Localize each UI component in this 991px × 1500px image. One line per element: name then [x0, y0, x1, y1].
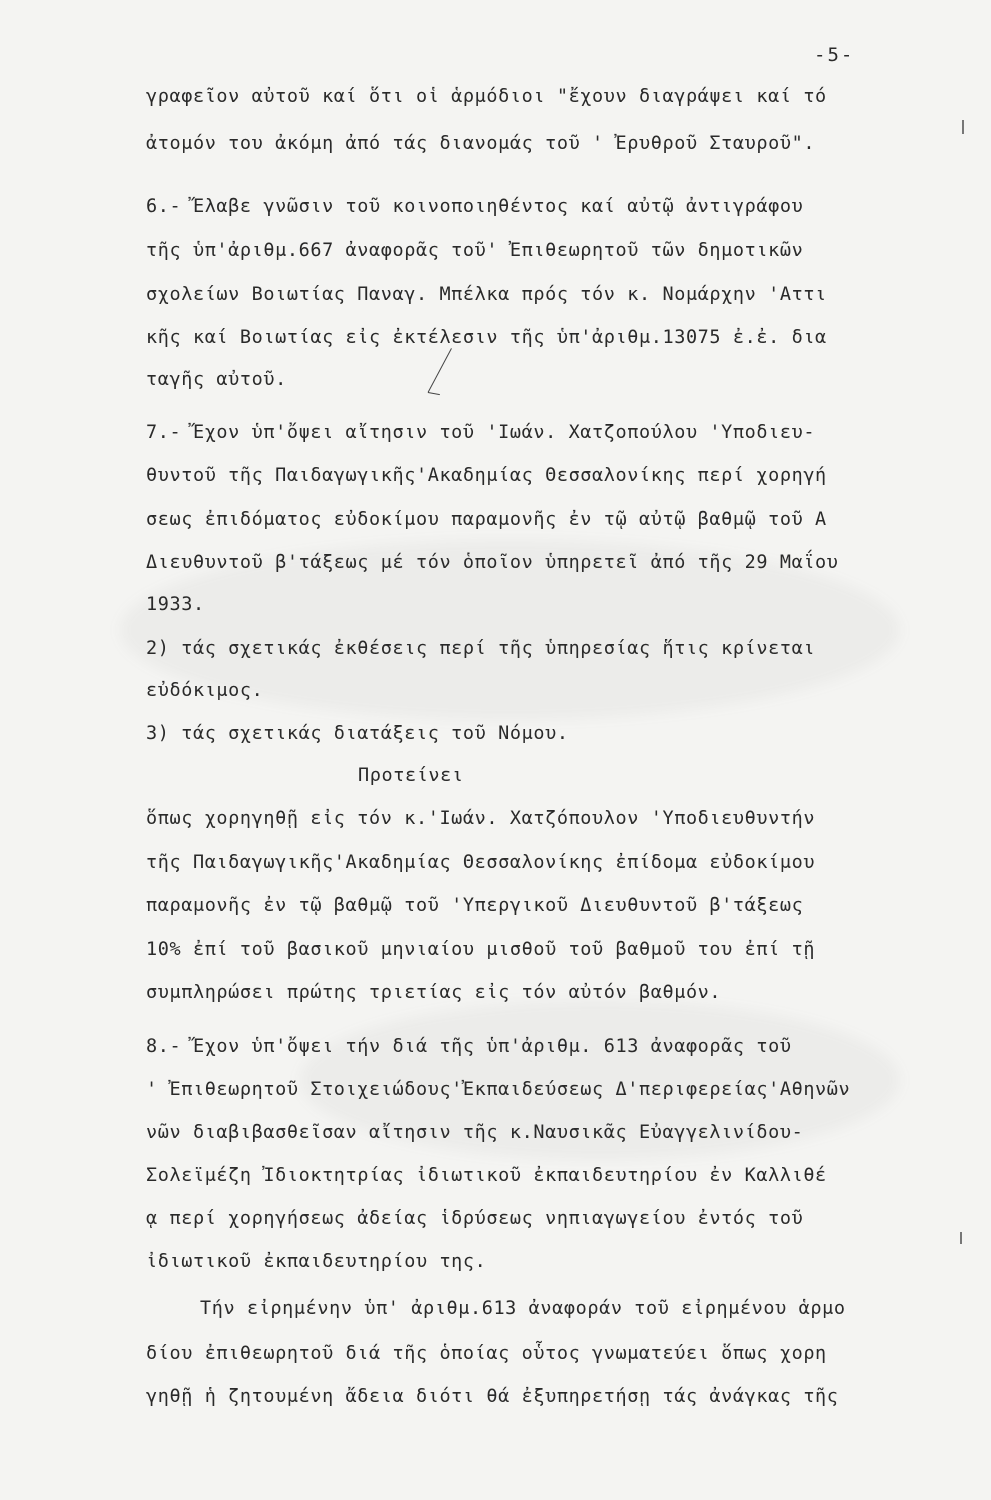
text-line: ' Ἐπιθεωρητοῦ Στοιχειώδους'Ἐκπαιδεύσεως Δ'περιφερείας'Αθηνῶν	[146, 1079, 851, 1100]
text-line: εὐδόκιμος.	[146, 680, 264, 701]
text-line: 8.- Ἔχον ὑπ'ὄψει τήν διά τῆς ὑπ'ἀριθμ. 613 ἀναφορᾶς τοῦ	[146, 1036, 792, 1057]
text-line: συμπληρώσει πρώτης τριετίας εἰς τόν αὐτόν βαθμόν.	[146, 982, 722, 1003]
text-line: τῆς ὑπ'ἀριθμ.667 ἀναφορᾶς τοῦ' Ἐπιθεωρητοῦ τῶν δημοτικῶν	[146, 240, 804, 261]
text-line: 3) τάς σχετικάς διατάξεις τοῦ Νόμου.	[146, 723, 569, 744]
text-line: παραμονῆς ἐν τῷ βαθμῷ τοῦ 'Υπεργικοῦ Διευθυντοῦ β'τάξεως	[146, 895, 804, 916]
text-line: 6.- Ἔλαβε γνῶσιν τοῦ κοινοποιηθέντος καί αὐτῷ ἀντιγράφου	[146, 196, 804, 217]
text-line: 10% ἐπί τοῦ βασικοῦ μηνιαίου μισθοῦ τοῦ βαθμοῦ του ἐπί τῇ	[146, 939, 816, 960]
text-line: ὅπως χορηγηθῇ εἰς τόν κ.'Ιωάν. Χατζόπουλον 'Υποδιευθυντήν	[146, 808, 816, 829]
text-line: Τήν εἰρημένην ὑπ' ἀριθμ.613 ἀναφοράν τοῦ εἰρημένου ἁρμο	[200, 1298, 846, 1319]
text-line: θυντοῦ τῆς Παιδαγωγικῆς'Ακαδημίας Θεσσαλονίκης περί χορηγή	[146, 465, 827, 486]
pen-stroke	[428, 392, 440, 395]
margin-mark	[962, 120, 964, 134]
text-line: ᾳ περί χορηγήσεως ἀδείας ἱδρύσεως νηπιαγωγείου ἐντός τοῦ	[146, 1208, 804, 1229]
text-line: 1933.	[146, 594, 205, 615]
text-line: σεως ἐπιδόματος εὐδοκίμου παραμονῆς ἐν τῷ αὐτῷ βαθμῷ τοῦ Α	[146, 509, 827, 530]
text-line: κῆς καί Βοιωτίας εἰς ἐκτέλεσιν τῆς ὑπ'ἀριθμ.13075 ἐ.ἐ. δια	[146, 327, 827, 348]
text-line: γηθῇ ἡ ζητουμένη ἄδεια διότι θά ἐξυπηρετήσῃ τάς ἀνάγκας τῆς	[146, 1386, 839, 1407]
text-line: Διευθυντοῦ β'τάξεως μέ τόν ὁποῖον ὑπηρετεῖ ἀπό τῆς 29 Μαΐου	[146, 552, 839, 573]
page-number: -5-	[814, 44, 855, 66]
text-line: ταγῆς αὐτοῦ.	[146, 369, 287, 390]
text-line: Σολεϊμέζη Ἰδιοκτητρίας ἰδιωτικοῦ ἐκπαιδευτηρίου ἐν Καλλιθέ	[146, 1165, 827, 1186]
text-line: ἀτομόν του ἀκόμη ἀπό τάς διανομάς τοῦ ' Ἐρυθροῦ Σταυροῦ".	[146, 133, 816, 154]
text-line: 2) τάς σχετικάς ἐκθέσεις περί τῆς ὑπηρεσίας ἥτις κρίνεται	[146, 638, 816, 659]
section-heading: Προτείνει	[358, 765, 464, 786]
pen-stroke	[428, 348, 452, 393]
text-line: ἰδιωτικοῦ ἐκπαιδευτηρίου της.	[146, 1251, 487, 1272]
text-line: δίου ἐπιθεωρητοῦ διά τῆς ὁποίας οὗτος γνωματεύει ὅπως χορη	[146, 1343, 827, 1364]
text-line: 7.- Ἔχον ὑπ'ὄψει αἴτησιν τοῦ 'Ιωάν. Χατζοπούλου 'Υποδιευ-	[146, 422, 816, 443]
text-line: νῶν διαβιβασθεῖσαν αἴτησιν τῆς κ.Ναυσικᾶς Εὐαγγελινίδου-	[146, 1122, 804, 1143]
margin-mark	[960, 1232, 962, 1244]
text-line: γραφεῖον αὐτοῦ καί ὅτι οἱ ἁρμόδιοι "ἔχουν διαγράψει καί τό	[146, 86, 827, 107]
text-line: τῆς Παιδαγωγικῆς'Ακαδημίας Θεσσαλονίκης ἐπίδομα εὐδοκίμου	[146, 852, 816, 873]
text-line: σχολείων Βοιωτίας Παναγ. Μπέλκα πρός τόν κ. Νομάρχην 'Αττι	[146, 284, 827, 305]
